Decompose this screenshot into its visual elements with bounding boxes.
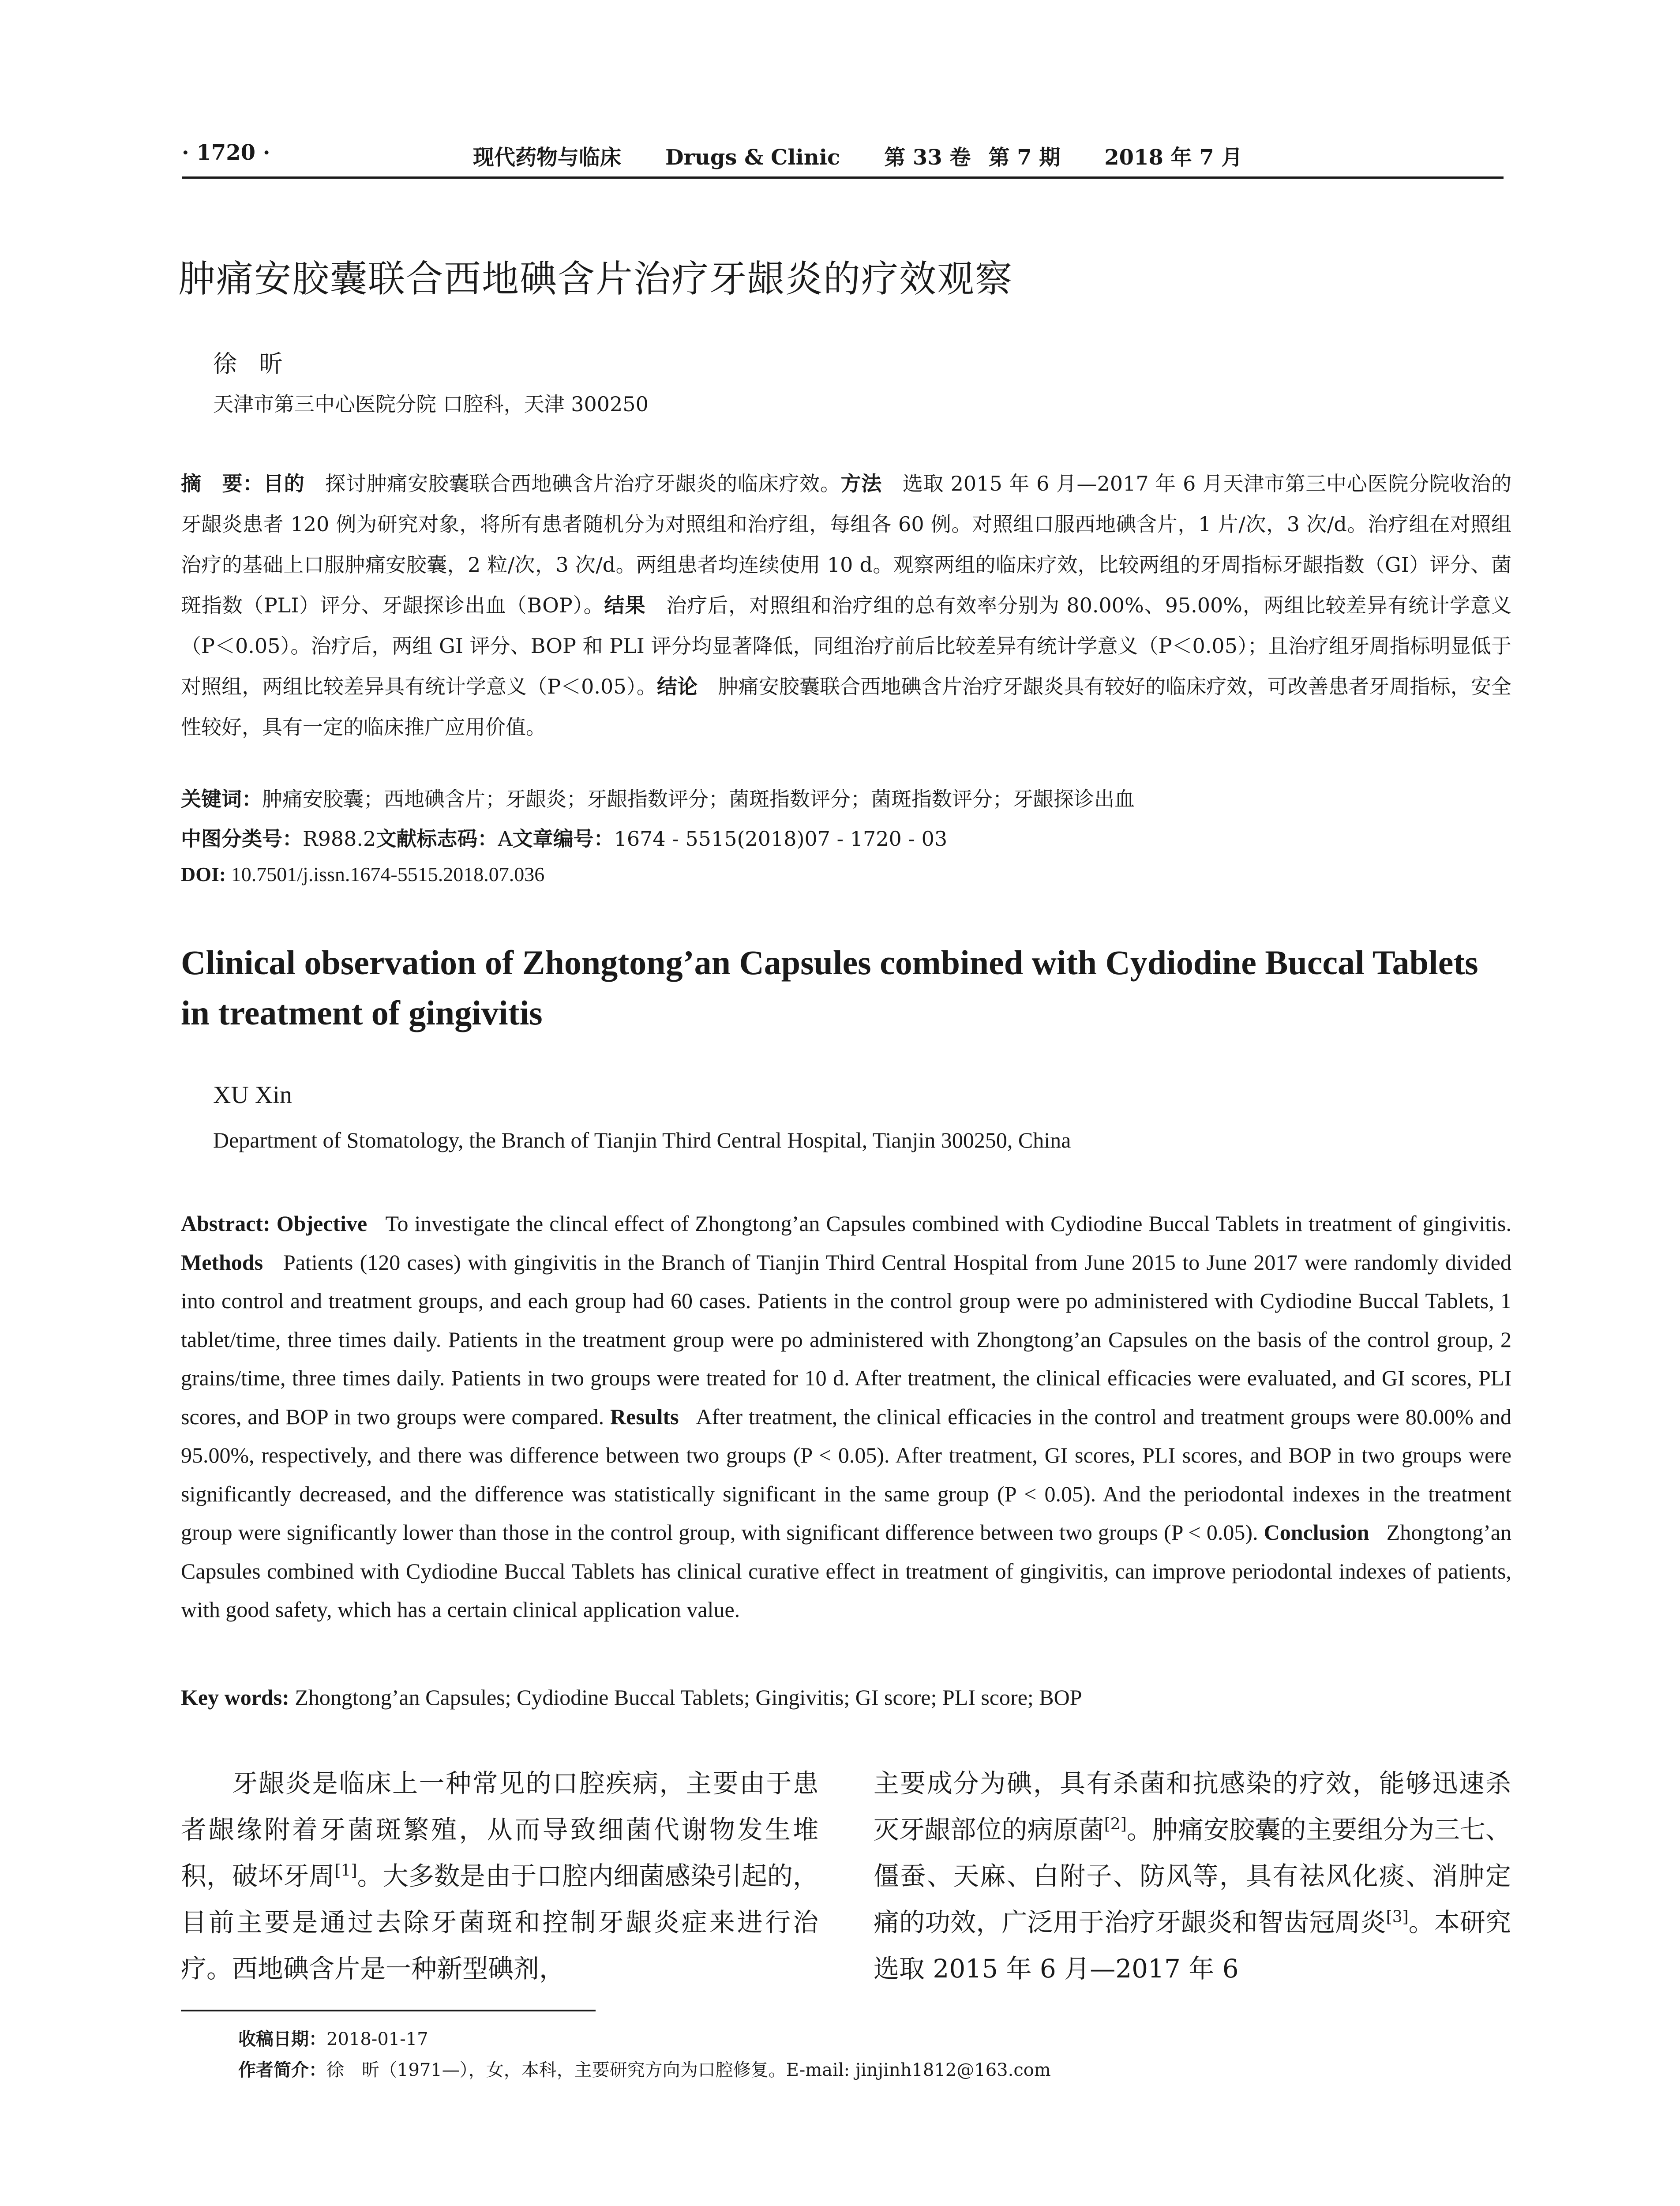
en-objective: To investigate the clincal effect of Zhongtong’an Capsules combined with Cydiodine Buccal Tablets in treatment of gingivitis. [385,1211,1512,1236]
doi-label: DOI: [181,863,226,885]
header-rule [182,176,1504,179]
citation-3: [3] [1386,1908,1409,1926]
body-column-right [874,1760,1511,1992]
doc-code: A [498,827,513,851]
clc-code: R988.2 [303,827,376,851]
citation-1: [1] [334,1861,357,1880]
en-affiliation: Department of Stomatology, the Branch of Tianjin Third Central Hospital, Tianjin 300250, China [213,1128,1071,1152]
received-label: 收稿日期： [238,2029,326,2049]
cn-results-label: 结果 [604,593,646,617]
body-right-text-b: 。肿痛安胶囊的主要组分为三七、僵蚕、天麻、白附子、防风等，具有祛风化痰、消肿定痛的功效，广泛用于治疗牙龈炎和智齿冠周炎 [874,1815,1511,1937]
bio-text: 徐 昕（1971—），女，本科，主要研究方向为口腔修复。E-mail: jinjinh1812@163.com [326,2060,1051,2080]
cn-affiliation: 天津市第三中心医院分院 口腔科，天津 300250 [213,392,649,416]
en-results: After treatment, the clinical efficacies in the control and treatment groups were 80.00% and 95.00%, respectively, and there was difference between two groups (P < 0.05). After treatment, GI scores, PLI scores, and BOP in two groups were significantly decreased, and the difference was statistically significant in the same group (P < 0.05). And the periodontal indexes in the treatment group were significantly lower than those in the control group, with significant difference between two groups (P < 0.05). [181,1404,1511,1545]
cn-methods-label: 方法 [840,472,882,495]
cn-keywords-label: 关键词： [181,787,262,811]
en-conclusion-label: Conclusion [1264,1520,1369,1545]
cn-conclusion: 肿痛安胶囊联合西地碘含片治疗牙龈炎具有较好的临床疗效，可改善患者牙周指标，安全性较好，具有一定的临床推广应用价值。 [181,675,1512,739]
received-date: 2018-01-17 [326,2029,428,2049]
issue: 第 7 期 [988,145,1061,170]
body-right-text-c: 。本研究选取 2015 年 6 月—2017 年 6 [874,1907,1511,1984]
cn-abstract [181,463,1511,747]
doi-line [181,863,544,886]
doc-code-label: 文献标志码： [376,827,498,851]
running-header [182,140,1504,176]
journal-name-cn: 现代药物与临床 [473,145,622,170]
footnote-author-bio [238,2056,1051,2081]
cn-objective: 探讨肿痛安胶囊联合西地碘含片治疗牙龈炎的临床疗效。 [325,472,841,495]
clc-label: 中图分类号： [181,827,303,851]
body-left-text-b: 。大多数是由于口腔内细菌感染引起的，目前主要是通过去除牙菌斑和控制牙龈炎症来进行治疗。西地碘含片是一种新型碘剂， [181,1861,818,1984]
body-column-left [181,1760,818,1992]
en-objective-label: Objective [276,1211,368,1236]
en-abstract-label: Abstract: [181,1211,270,1236]
cn-classification [181,823,947,852]
bio-label: 作者简介： [238,2060,326,2080]
body-right-text-a: 主要成分为碘，具有杀菌和抗感染的疗效，能够迅速杀灭牙龈部位的病原菌 [874,1768,1511,1845]
doi-value: 10.7501/j.issn.1674-5515.2018.07.036 [231,863,545,885]
en-keywords [181,1685,1082,1710]
cn-results: 治疗后，对照组和治疗组的总有效率分别为 80.00%、95.00%，两组比较差异有统计学意义（P＜0.05）。治疗后，两组 GI 评分、BOP 和 PLI 评分均显著降低，同组治疗前后比较差异有统计学意义（P＜0.05）；且治疗组牙周指标明显低于对照组，两组比较差异具有统计学意义（P＜0.05）。 [181,593,1511,698]
en-conclusion: Zhongtong’an Capsules combined with Cydiodine Buccal Tablets has clinical curative effect in treatment of gingivitis, can improve periodontal indexes of patients, with good safety, which has a certain clinical application value. [181,1520,1512,1622]
en-methods-label: Methods [181,1249,263,1275]
cn-keywords-text: 肿痛安胶囊；西地碘含片；牙龈炎；牙龈指数评分；菌斑指数评分；菌斑指数评分；牙龈探诊出血 [262,787,1135,811]
cn-conclusion-label: 结论 [656,675,698,698]
article-no-label: 文章编号： [512,827,614,851]
journal-name-en: Drugs & Clinic [665,145,840,170]
en-results-label: Results [610,1404,679,1429]
en-methods: Patients (120 cases) with gingivitis in the Branch of Tianjin Third Central Hospital from June 2015 to June 2017 were randomly divided into control and treatment groups, and each group had 60 cases. Patients in the control group were po administered with Cydiodine Buccal Tablets, 1 tablet/time, three times daily. Patients in the treatment group were po administered with Zhongtong’an Capsules on the basis of the control group, 2 grains/time, three times daily. Patients in two groups were treated for 10 d. After treatment, the clinical efficacies were evaluated, and GI scores, PLI scores, and BOP in two groups were compared. [181,1249,1511,1429]
cn-keywords [181,783,1135,812]
cn-methods: 选取 2015 年 6 月—2017 年 6 月天津市第三中心医院分院收治的牙龈炎患者 120 例为研究对象，将所有患者随机分为对照组和治疗组，每组各 60 例。对照组口服西地碘含片，1 片/次，3 次/d。治疗组在对照组治疗的基础上口服肿痛安胶囊，2 粒/次，3 次/d。两组患者均连续使用 10 d。观察两组的临床疗效，比较两组的牙周指标牙龈指数（GI）评分、菌斑指数（PLI）评分、牙龈探诊出血（BOP）。 [181,472,1512,617]
body-left-text-a: 牙龈炎是临床上一种常见的口腔疾病，主要由于患者龈缘附着牙菌斑繁殖，从而导致细菌代谢物发生堆积，破坏牙周 [181,1768,818,1891]
cn-objective-label: 目的 [263,472,305,495]
cn-title: 肿痛安胶囊联合西地碘含片治疗牙龈炎的疗效观察 [178,257,1013,300]
article-no: 1674 - 5515(2018)07 - 1720 - 03 [614,827,948,851]
en-keywords-label: Key words: [181,1685,289,1710]
cn-author: 徐昕 [213,350,305,378]
citation-2: [2] [1104,1815,1127,1834]
journal-info [473,140,1242,171]
issue-date: 2018 年 7 月 [1104,145,1243,170]
cn-abstract-label: 摘 要： [181,472,263,495]
en-title: Clinical observation of Zhongtong’an Capsules combined with Cydiodine Buccal Tablets in treatment of gingivitis [181,943,1478,1032]
en-author: XU Xin [213,1081,292,1109]
footnote-received [238,2025,428,2050]
en-abstract [181,1204,1511,1629]
en-keywords-text: Zhongtong’an Capsules; Cydiodine Buccal Tablets; Gingivitis; GI score; PLI score; BOP [295,1685,1082,1710]
page-number: · 1720 · [182,140,270,165]
volume: 第 33 卷 [884,145,971,170]
footnote-rule [181,2010,596,2011]
